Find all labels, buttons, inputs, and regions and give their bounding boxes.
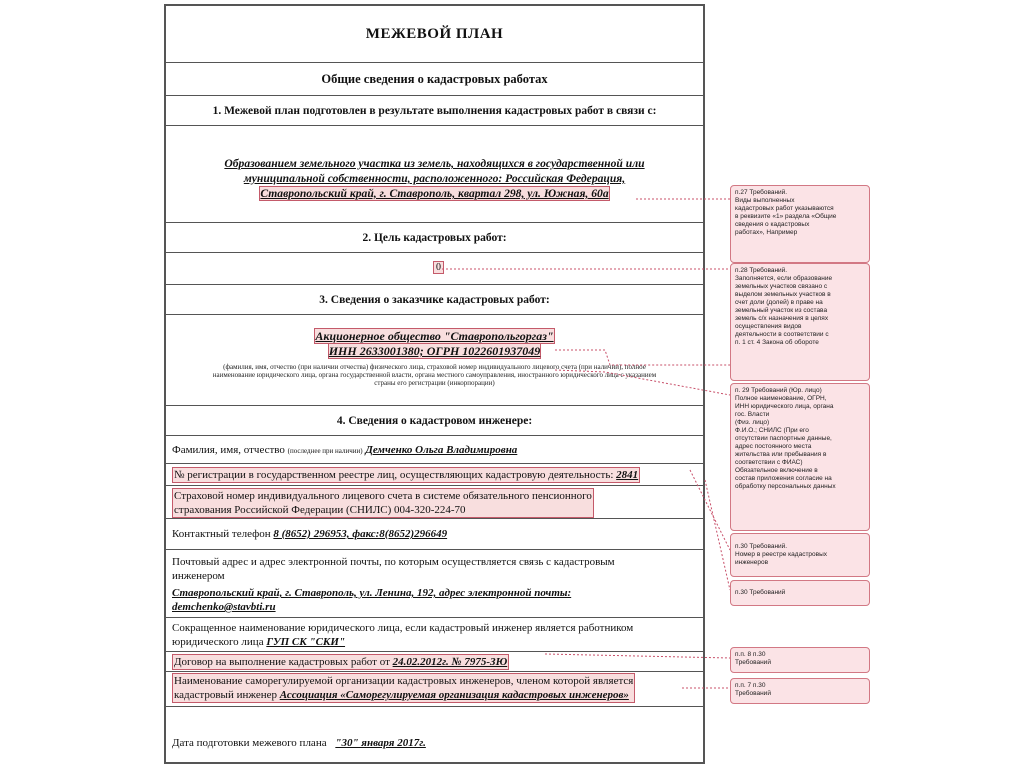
section4-heading-text: 4. Сведения о кадастровом инженере: <box>336 415 533 427</box>
note2-line: осуществления видов <box>735 323 802 330</box>
note3-line: Полное наименование, ОГРН, <box>735 395 827 402</box>
note4-line: п.30 Требований. <box>735 543 788 550</box>
engineer-sro-line2-wrap <box>174 688 633 702</box>
customer-hint-line3: страны его регистрации (инкорпорации) <box>374 379 495 387</box>
note3-line: п. 29 Требований (Юр. лицо) <box>735 387 822 394</box>
note3-line: соответствии с ФИАС) <box>735 459 803 466</box>
engineer-org-line1: Сокращенное наименование юридического лица, если кадастровый инженер является работником <box>172 622 634 634</box>
note-req-30-pp8 <box>730 647 870 673</box>
note2-line: деятельности в соответствии с <box>735 331 829 338</box>
engineer-org-line2: юридического лица <box>172 636 264 648</box>
title-text: МЕЖЕВОЙ ПЛАН <box>365 26 504 42</box>
page-title <box>166 6 703 62</box>
engineer-sro-value: Ассоциация «Саморегулируемая организация кадастровых инженеров» <box>279 689 629 701</box>
section1-heading-text: 1. Межевой план подготовлен в результате выполнения кадастровых работ в связи с: <box>212 105 657 117</box>
engineer-sro-line2: кадастровый инженер <box>174 689 277 701</box>
section4-heading <box>166 405 703 435</box>
note1-line: сведения о кадастровых <box>735 221 810 228</box>
engineer-fio-hint: (последнее при наличии) <box>287 447 363 455</box>
note1-line: кадастровых работ указываются <box>735 205 834 212</box>
note1-line: работах», Например <box>735 229 798 236</box>
note3-line: состав приложения согласие на <box>735 475 832 482</box>
note2-line: Заполняется, если образование <box>735 275 833 282</box>
note3-line: Ф.И.О.; СНИЛС (При его <box>735 427 809 434</box>
note-req-30-number <box>730 533 870 577</box>
engineer-sro-row <box>166 671 703 706</box>
engineer-snils-line2: страхования Российской Федерации (СНИЛС) 004-320-224-70 <box>174 504 466 516</box>
note3-line: гос. Власти <box>735 411 770 418</box>
engineer-contract-label: Договор на выполнение кадастровых работ от <box>174 656 390 668</box>
section2-value: 0 <box>433 261 444 274</box>
note-req-29 <box>730 383 870 531</box>
engineer-org-row <box>166 617 703 651</box>
engineer-phone-label: Контактный телефон <box>172 528 271 540</box>
note2-line: счет доли (долей) в праве на <box>735 299 823 306</box>
note2-line: земель с/х назначения в целях <box>735 315 829 322</box>
note3-line: ИНН юридического лица, органа <box>735 403 834 410</box>
section2-heading <box>166 222 703 252</box>
engineer-phone-value: 8 (8652) 296953, факс:8(8652)296649 <box>273 528 448 540</box>
engineer-org-value: ГУП СК "СКИ" <box>266 636 346 648</box>
note5-line: п.30 Требований <box>735 589 786 596</box>
section1-heading <box>166 95 703 125</box>
note1-line: Виды выполненных <box>735 197 795 204</box>
engineer-fio-row <box>166 435 703 463</box>
note2-line: п.28 Требований. <box>735 267 788 274</box>
note-req-30-pp7 <box>730 678 870 704</box>
note3-line: жительства или пребывания в <box>735 451 827 458</box>
section1-body <box>166 125 703 222</box>
engineer-reg-value: 2841 <box>616 469 639 481</box>
note2-line: п. 1 ст. 4 Закона об обороте <box>735 339 819 346</box>
engineer-fio-label: Фамилия, имя, отчество <box>172 444 285 456</box>
leader-line-5 <box>705 480 730 590</box>
note3-line: адрес постоянного места <box>735 443 812 450</box>
note6-line: п.п. 8 п.30 <box>735 651 766 658</box>
note-req-28 <box>730 263 870 381</box>
note3-line: отсутствии паспортные данные, <box>735 435 832 442</box>
note4-line: инженеров <box>735 559 769 566</box>
customer-ids: ИНН 2633001380; ОГРН 1022601937049 <box>328 344 541 358</box>
engineer-snils-line1: Страховой номер индивидуального лицевого счета в системе обязательного пенсионного <box>174 490 592 502</box>
engineer-contract-row <box>166 651 703 671</box>
engineer-phone-row <box>166 518 703 549</box>
note4-line: Номер в реестре кадастровых <box>735 551 828 558</box>
engineer-snils-box <box>172 488 594 518</box>
note3-line: Обязательное включение в <box>735 467 818 474</box>
engineer-address-row <box>166 549 703 617</box>
engineer-address-value2: demchenko@stavbti.ru <box>172 601 276 613</box>
customer-name <box>166 329 703 359</box>
subtitle-text: Общие сведения о кадастровых работах <box>321 72 548 86</box>
engineer-contract-box <box>172 654 509 670</box>
note2-line: выделом земельных участков в <box>735 291 831 298</box>
customer-ids-wrap <box>166 344 703 359</box>
section1-value <box>190 156 679 201</box>
subtitle <box>166 62 703 95</box>
engineer-sro-line1: Наименование саморегулируемой организации кадастровых инженеров, членом которой является <box>174 675 634 687</box>
section1-line3: Ставропольский край, г. Ставрополь, квартал 298, ул. Южная, 60а <box>260 187 609 200</box>
section1-line3-wrap <box>190 186 679 201</box>
section2-heading-text: 2. Цель кадастровых работ: <box>362 232 507 244</box>
section3-body <box>166 314 703 405</box>
engineer-sro-box <box>172 673 635 703</box>
note2-line: земельный участок из состава <box>735 307 828 314</box>
customer-hint-line2: наименование юридического лица, органа государственной власти, органа местного самоуправления, иностранного юридического лица с указанием <box>212 371 657 379</box>
engineer-snils-row <box>166 485 703 518</box>
plan-date-label: Дата подготовки межевого плана <box>172 737 327 749</box>
section1-line1: Образованием земельного участка из земель, находящихся в государственной или <box>224 157 645 170</box>
engineer-address-line2: инженером <box>172 570 225 582</box>
section3-heading-text: 3. Сведения о заказчике кадастровых работ: <box>319 294 550 306</box>
note-req-30 <box>730 580 870 606</box>
section2-body <box>166 252 703 284</box>
boundary-plan-form <box>164 4 705 764</box>
plan-date-value: "30" января 2017г. <box>335 737 426 749</box>
section1-line2: муниципальной собственности, расположенного: Российская Федерация, <box>243 172 626 185</box>
customer-company: Акционерное общество "Ставропольгоргаз" <box>315 329 554 343</box>
note7-line: п.п. 7 п.30 <box>735 682 766 689</box>
note1-line: п.27 Требований. <box>735 189 788 196</box>
note6-line: Требований <box>735 659 771 666</box>
engineer-reg-box <box>172 467 640 483</box>
note7-line: Требований <box>735 690 771 697</box>
note3-line: (Физ. лицо) <box>735 419 770 426</box>
note2-line: земельных участков связано с <box>735 283 828 290</box>
section3-heading <box>166 284 703 314</box>
engineer-address-line1: Почтовый адрес и адрес электронной почты, по которым осуществляется связь с кадастровым <box>172 556 615 568</box>
engineer-address-value1: Ставропольский край, г. Ставрополь, ул. Ленина, 192, адрес электронной почты: <box>172 587 572 599</box>
customer-hint-line1: (фамилия, имя, отчество (при наличии отчества) физического лица, страховой номер индивидуального лицевого счета (при наличии), полное <box>223 363 646 371</box>
note1-line: в реквизите «1» раздела «Общие <box>735 213 837 220</box>
engineer-contract-value: 24.02.2012г. № 7975-ЗЮ <box>392 656 508 668</box>
engineer-fio-value: Демченко Ольга Владимировна <box>365 444 518 456</box>
engineer-reg-label: № регистрации в государственном реестре лиц, осуществляющих кадастровую деятельность: <box>174 469 614 481</box>
engineer-reg-row <box>166 463 703 485</box>
note-req-27 <box>730 185 870 263</box>
customer-company-wrap <box>166 329 703 344</box>
plan-date-row <box>166 706 703 762</box>
engineer-org-line2-wrap <box>172 635 697 649</box>
note3-line: обработку персональных данных <box>735 483 836 490</box>
customer-hint <box>178 363 691 387</box>
